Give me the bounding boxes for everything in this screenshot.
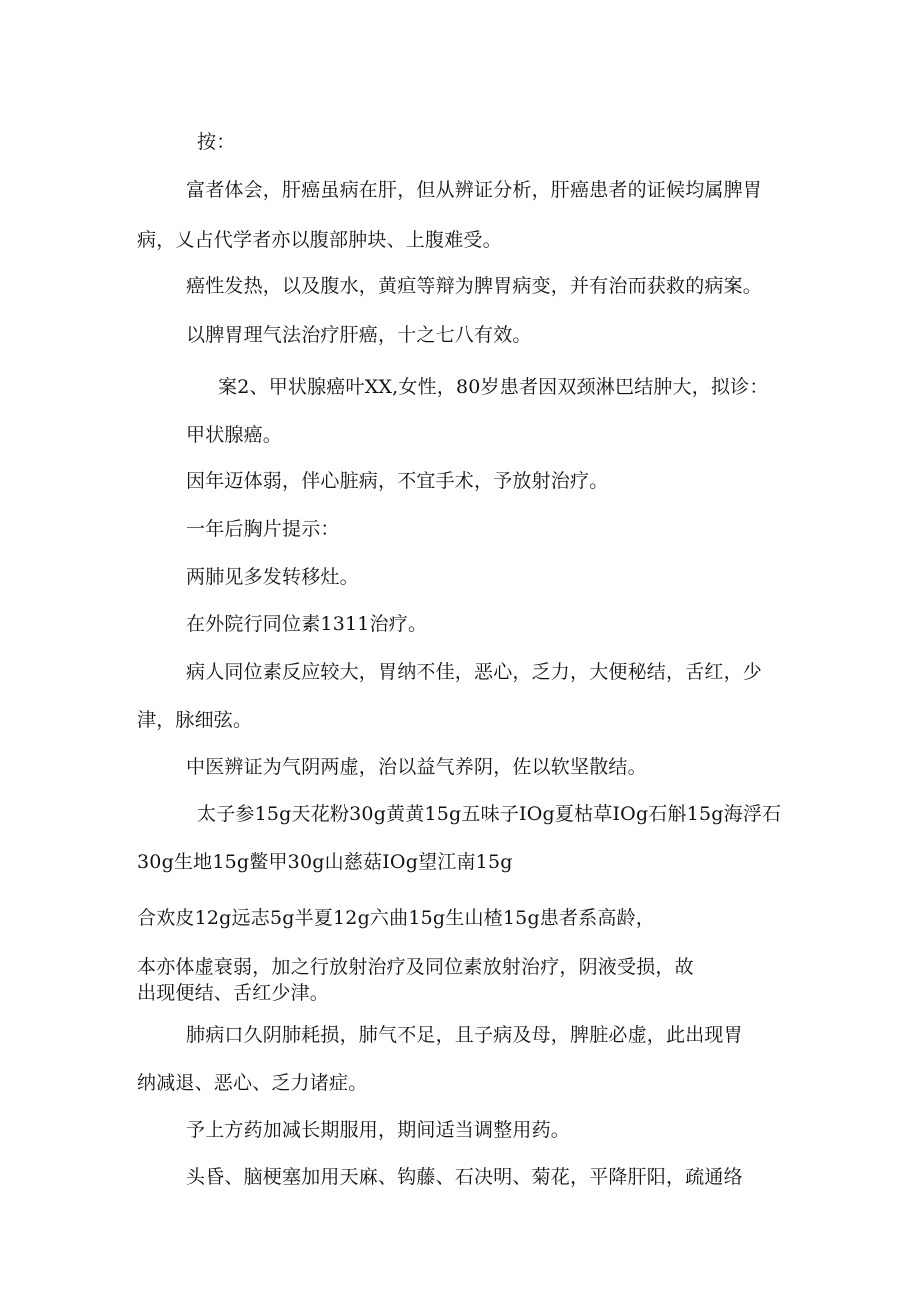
text-line: 予上方药加减长期服用，期间适当调整用药。 (186, 1119, 571, 1141)
text-line: 病人同位素反应较大，胃纳不佳，恶心，乏力，大便秘结，舌红，少 (186, 661, 763, 683)
text-line: 纳减退、恶心、乏力诸症。 (137, 1072, 368, 1094)
text-line: 案2、甲状腺癌叶XX,女性，80岁患者因双颈淋巴结肿大，拟诊： (218, 376, 769, 398)
text-line: 合欢皮12g远志5g半夏12g六曲15g生山楂15g患者系高龄， (137, 907, 656, 929)
text-line: 因年迈体弱，伴心脏病，不宜手术，予放射治疗。 (186, 470, 609, 492)
text-line: 甲状腺癌。 (186, 424, 283, 446)
text-line: 30g生地15g鳖甲30g山慈菇IOg望江南15g (137, 851, 513, 873)
text-line: 太子参15g天花粉30g黄黄15g五味子IOg夏枯草IOg石斛15g海浮石 (197, 803, 782, 825)
text-line: 在外院行同位素1311治疗。 (186, 613, 428, 635)
text-line: 富者体会，肝癌虽病在肝，但从辨证分析，肝癌患者的证候均属脾胃 (186, 179, 763, 201)
text-line: 癌性发热，以及腹水，黄疸等辩为脾胃病变，并有治而获救的病案。 (186, 275, 763, 297)
text-line: 病，乂占代学者亦以腹部肿块、上腹难受。 (137, 229, 502, 251)
text-line: 出现便结、舌红少津。 (137, 982, 330, 1004)
text-line: 按： (197, 131, 236, 153)
text-line: 肺病口久阴肺耗损，肺气不足，且子病及母，脾脏必虚，此出现胃 (186, 1024, 743, 1046)
text-line: 本亦体虚衰弱，加之行放射治疗及同位素放射治疗，阴液受损，故 (137, 956, 694, 978)
text-line: 中医辨证为气阴两虚，治以益气养阴，佐以软坚散结。 (186, 756, 647, 778)
text-line: 一年后胸片提示： (186, 518, 340, 540)
text-line: 以脾胃理气法治疗肝癌，十之七八有效。 (186, 324, 532, 346)
text-line: 津，脉细弦。 (137, 709, 253, 731)
text-line: 头昏、脑梗塞加用天麻、钩藤、石决明、菊花，平降肝阳，疏通络 (186, 1166, 743, 1188)
text-line: 两肺见多发转移灶。 (186, 566, 359, 588)
